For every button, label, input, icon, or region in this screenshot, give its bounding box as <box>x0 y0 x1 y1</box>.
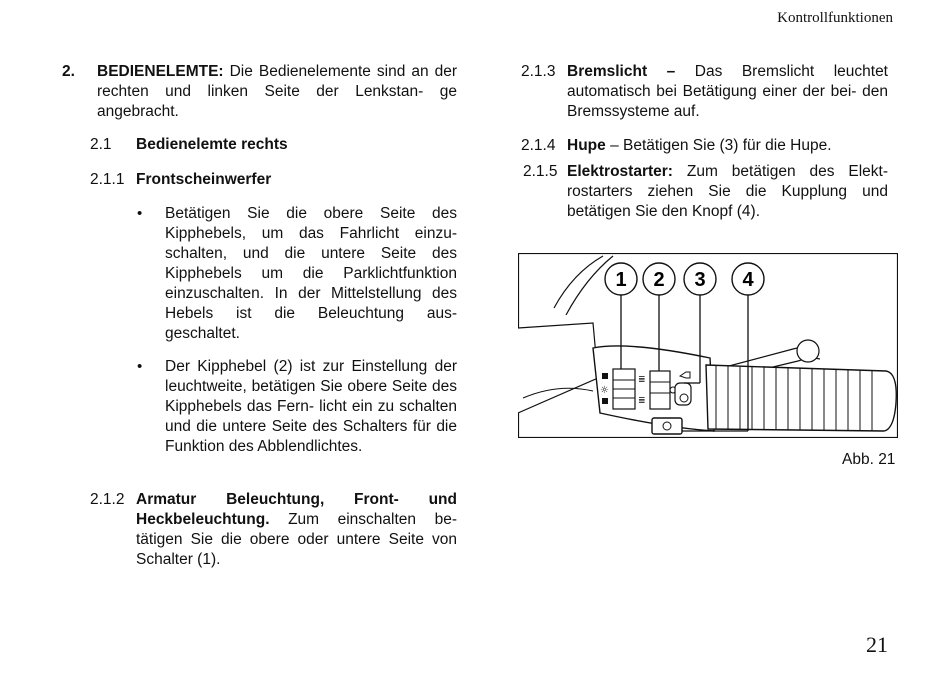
section-2-1-3-text: Das Bremslicht leuchtet automatisch bei Betätigung einer der bei- den Bremssysteme auf. <box>567 63 888 120</box>
handlebar-controls-illustration <box>518 253 898 438</box>
section-2-paragraph <box>97 62 457 122</box>
section-2-1-2-title: Armatur Beleuchtung, Front- und Heckbeleuchtung. <box>136 491 457 528</box>
bullet-dot: • <box>137 358 143 375</box>
section-2-1-2-text: Zum einschalten be- tätigen Sie die obere oder untere Seite von Schalter (1). <box>136 511 457 568</box>
section-2-1-3-paragraph <box>567 62 888 122</box>
section-2-1-number: 2.1 <box>90 136 112 153</box>
svg-text:≣: ≣ <box>638 396 646 406</box>
section-2-1-2-paragraph <box>136 490 457 570</box>
callout-3-label: 3 <box>694 269 706 291</box>
section-2-1-5-number: 2.1.5 <box>523 163 558 180</box>
section-2-1-4-text: – Betätigen Sie (3) für die Hupe. <box>610 137 832 154</box>
section-2-1-5-title: Elektrostarter: <box>567 163 673 180</box>
bullet-1-text: Betätigen Sie die obere Seite des Kipphebels, um das Fahrlicht einzu- schalten, und die untere Seite des Kipphebels um die Parklichtfunktion einzuschalten. In der Mittelstellung des Hebels ist die Beleuchtung aus- geschaltet. <box>165 205 457 342</box>
section-2-1-3-number: 2.1.3 <box>521 63 556 80</box>
section-2-1-3-title: Bremslicht – <box>567 63 676 80</box>
bullet-2-text: Der Kipphebel (2) ist zur Einstellung der leuchtweite, betätigen Sie obere Seite des Kipphebels das Fern- licht ein zu schalten und die untere Seite des Schalters für die Funktion des Abblendlichtes. <box>165 358 457 455</box>
callout-2-label: 2 <box>653 269 665 291</box>
bullet-dot: • <box>137 205 143 222</box>
section-2-1-5-paragraph <box>567 162 888 222</box>
callout-1-label: 1 <box>615 269 627 291</box>
section-2-number: 2. <box>62 63 75 80</box>
page-number: 21 <box>866 632 888 657</box>
section-2-1-2-number: 2.1.2 <box>90 491 125 508</box>
section-2-1-1-number: 2.1.1 <box>90 171 125 188</box>
svg-text:☼: ☼ <box>600 385 609 396</box>
section-2-1-4-title: Hupe <box>567 137 606 154</box>
callout-4-label: 4 <box>742 269 754 291</box>
figure-caption: Abb. 21 <box>842 451 896 468</box>
svg-text:≣: ≣ <box>638 375 646 385</box>
section-2-1-5-text: Zum betätigen des Elekt- rostarters ziehen Sie die Kupplung und betätigen Sie den Knopf (4). <box>567 163 889 220</box>
section-2-1-1-title: Frontscheinwerfer <box>136 171 272 188</box>
running-header: Kontrollfunktionen <box>777 10 893 26</box>
section-2-1-4-number: 2.1.4 <box>521 137 556 154</box>
section-2-1-4-paragraph <box>567 136 832 156</box>
section-2-1-title: Bedienelemte rechts <box>136 136 288 153</box>
section-2-title: BEDIENELEMTE: <box>97 63 224 80</box>
section-2-text: Die Bedienelemente sind an der rechten und linken Seite der Lenkstan- ge angebracht. <box>97 63 457 120</box>
